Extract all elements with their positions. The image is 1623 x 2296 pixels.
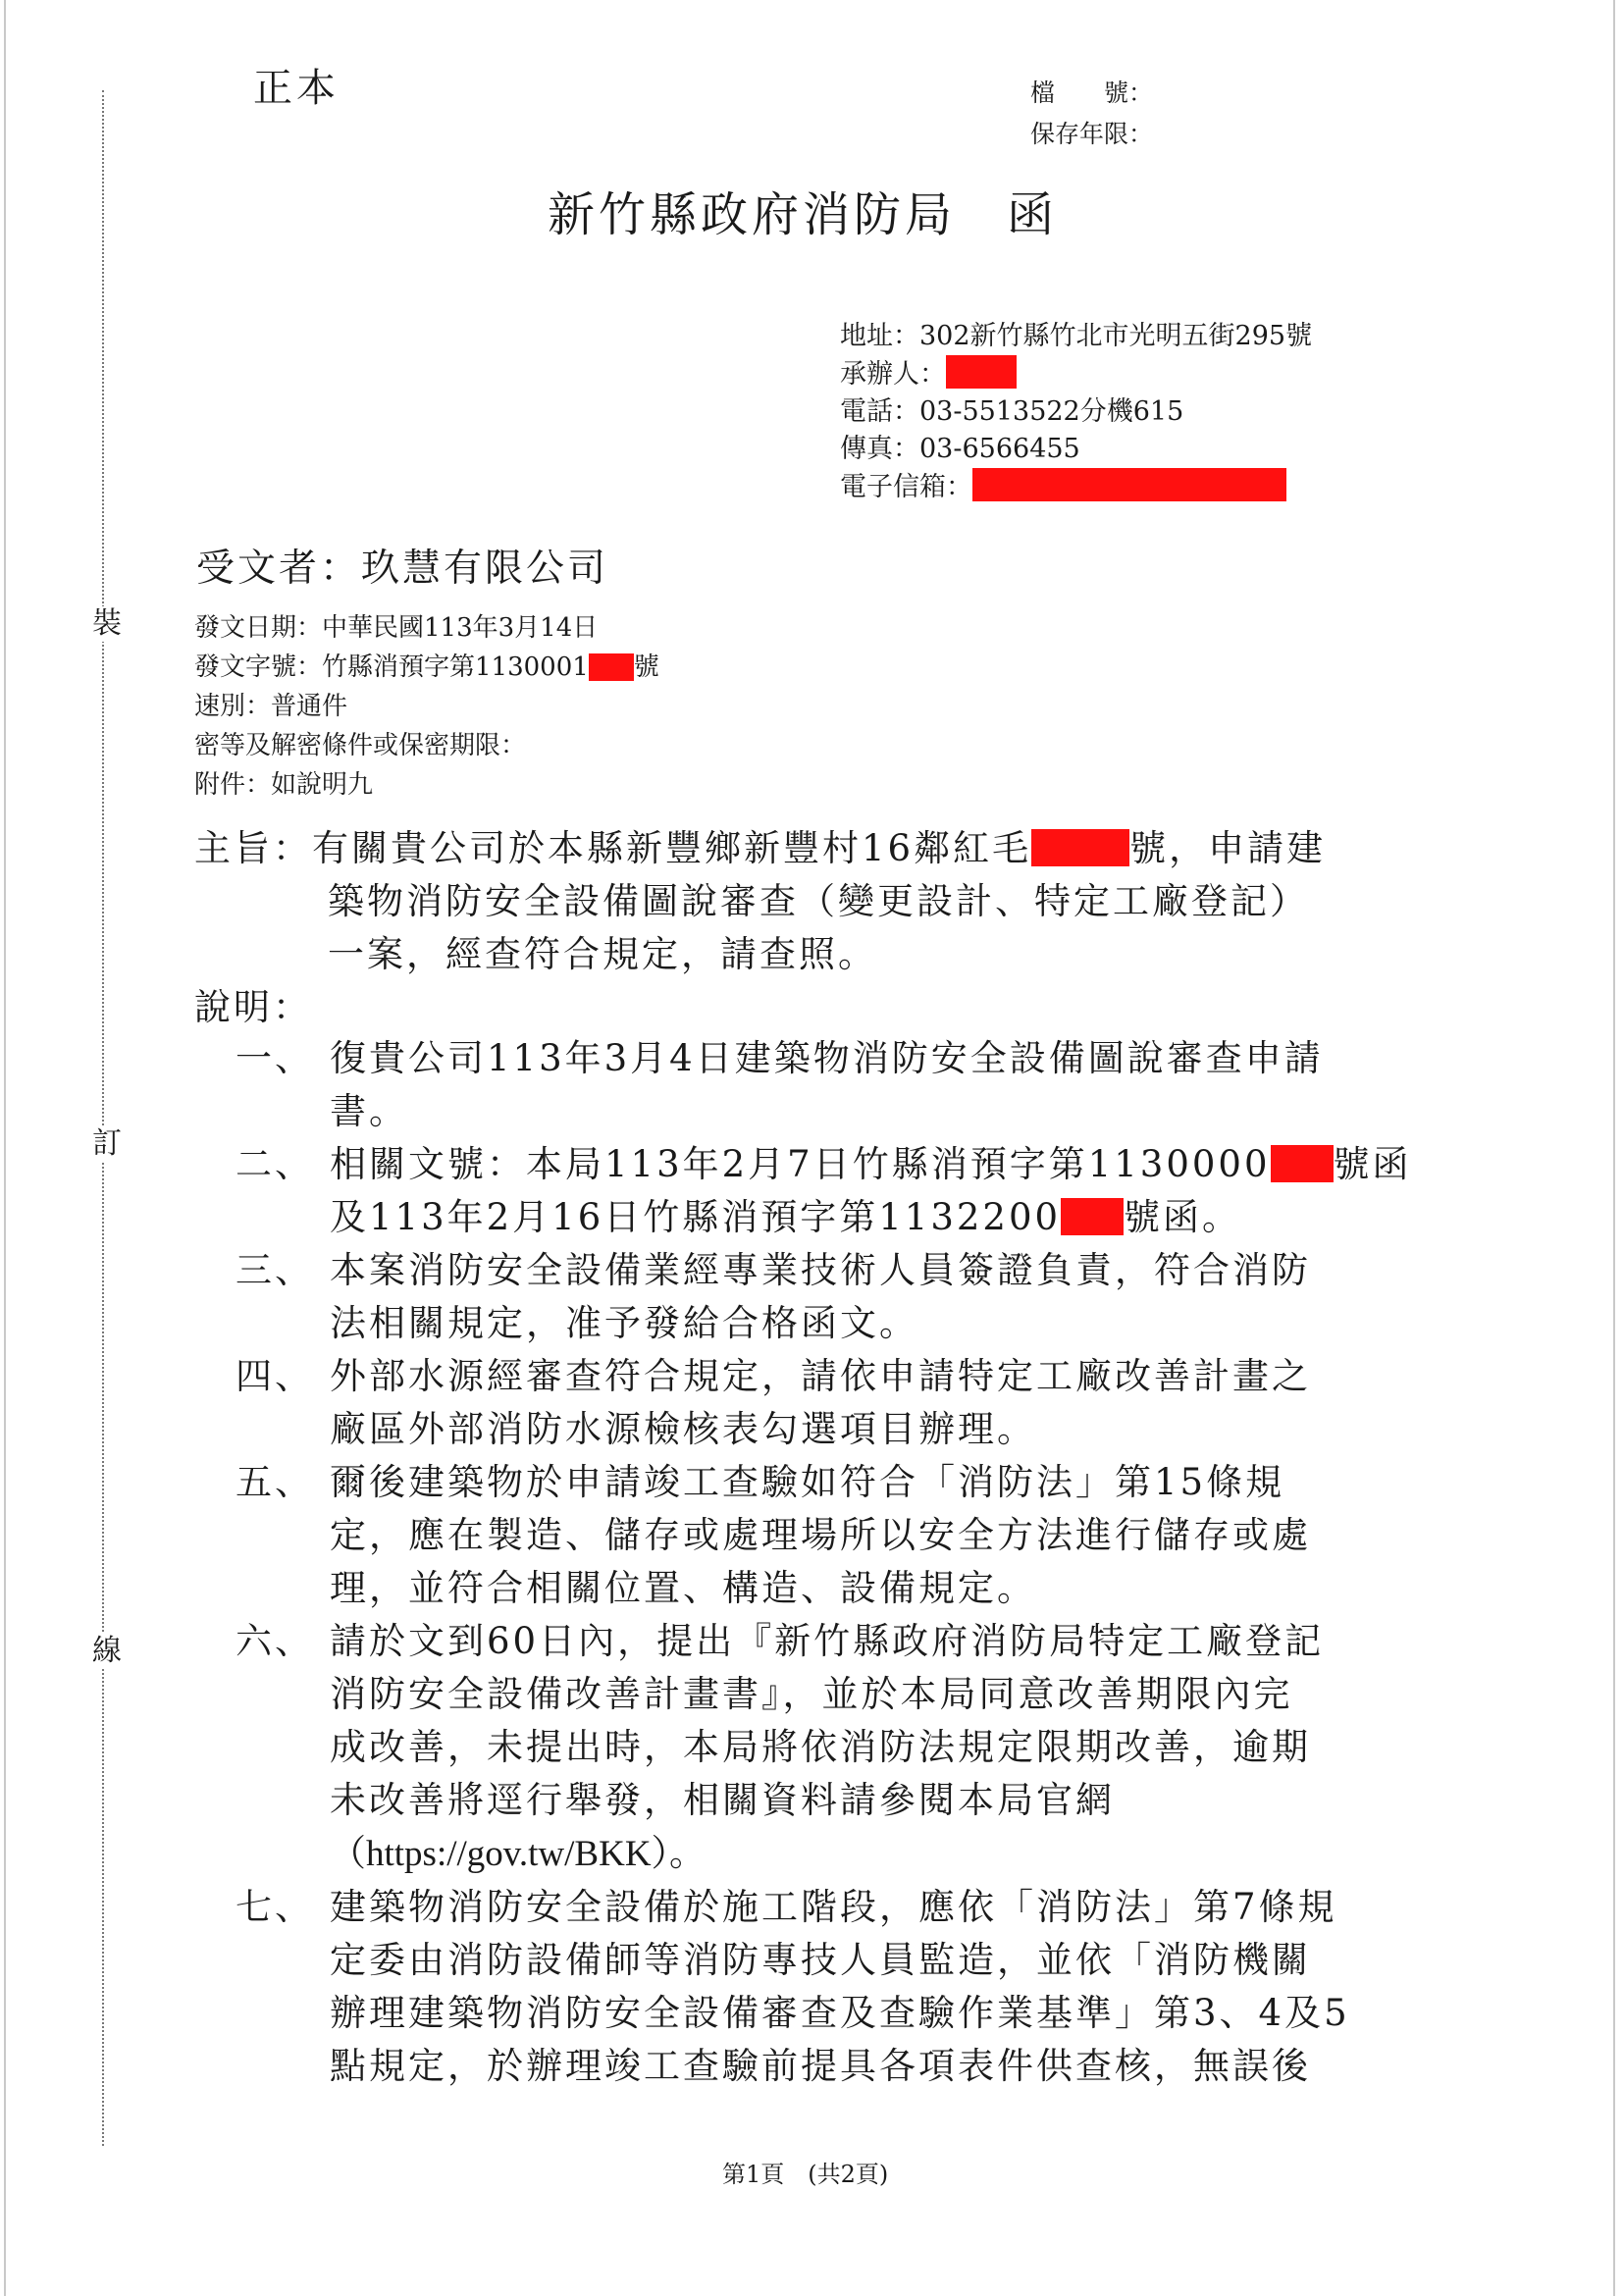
item-6-text-2: 消防安全設備改善計畫書』，並於本局同意改善期限內完: [330, 1673, 1293, 1715]
officer-label: 承辦人：: [840, 359, 946, 390]
subject-text-3: 一案，經查符合規定，請查照。: [328, 933, 877, 975]
subject-text-2: 築物消防安全設備圖說審查（變更設計、特定工廠登記）: [328, 880, 1309, 922]
explain-item-5: [236, 1456, 1412, 1615]
speed-class: 速別：普通件: [194, 692, 348, 721]
item-7-text-4: 點規定，於辦理竣工查驗前提具各項表件供查核，無誤後: [330, 2045, 1311, 2087]
item-2-redaction-2: [1061, 1198, 1124, 1235]
item-6-text-4: 未改善將逕行舉發，相關資料請參閱本局官網: [330, 1779, 1115, 1821]
meta-block: [194, 608, 659, 805]
item-2-redaction-1: [1271, 1145, 1334, 1182]
issue-date: 發文日期：中華民國113年3月14日: [194, 613, 599, 643]
item-3-text-1: 本案消防安全設備業經專業技術人員簽證負責，符合消防: [330, 1249, 1311, 1291]
item-6-number: 六、: [236, 1620, 314, 1662]
explain-item-1: [236, 1032, 1412, 1138]
contact-block: [840, 318, 1312, 506]
subject-redaction: [1031, 829, 1129, 866]
document-title: 新竹縣政府消防局 函: [548, 187, 1059, 242]
item-4-text-2: 廠區外部消防水源檢核表勾選項目辦理。: [330, 1408, 1036, 1450]
explanation-items: [236, 1032, 1412, 2093]
subject-text-1b: 號，申請建: [1129, 827, 1327, 869]
item-5-text-3: 理，並符合相關位置、構造、設備規定。: [330, 1567, 1036, 1609]
attachment: 附件：如說明九: [194, 770, 374, 800]
page-left-edge: [4, 0, 6, 2296]
explain-item-3: [236, 1244, 1412, 1350]
item-5-number: 五、: [236, 1461, 314, 1503]
item-2-number: 二、: [236, 1143, 314, 1185]
officer-redaction: [946, 355, 1017, 389]
explain-item-2: [236, 1138, 1412, 1244]
item-2-text-2a: 及113年2月16日竹縣消預字第1132200: [330, 1196, 1062, 1238]
explain-item-4: [236, 1350, 1412, 1456]
phone: 電話：03-5513522分機615: [840, 396, 1184, 427]
item-4-text-1: 外部水源經審查符合規定，請依申請特定工廠改善計畫之: [330, 1355, 1311, 1397]
subject-line-2: [194, 875, 1326, 928]
explain-item-7: [236, 1881, 1412, 2093]
subject-block: [194, 822, 1326, 981]
address: 地址：302新竹縣竹北市光明五街295號: [840, 321, 1313, 351]
binding-line: [102, 90, 104, 2146]
item-6-text-3: 成改善，未提出時，本局將依消防法規定限期改善，逾期: [330, 1726, 1311, 1768]
item-1-number: 一、: [236, 1037, 314, 1079]
item-7-text-1: 建築物消防安全設備於施工階段，應依「消防法」第7條規: [330, 1886, 1337, 1928]
page-footer: 第1頁 (共2頁): [722, 2161, 889, 2188]
explain-item-6: [236, 1615, 1412, 1881]
item-6-text-1: 請於文到60日內，提出『新竹縣政府消防局特定工廠登記: [330, 1620, 1325, 1662]
copy-mark: 正本: [253, 66, 340, 111]
item-4-number: 四、: [236, 1355, 314, 1397]
official-website-link[interactable]: （https://gov.tw/BKK）。: [330, 1834, 707, 1874]
item-2-text-1b: 號函: [1333, 1143, 1412, 1185]
item-1-text-1: 復貴公司113年3月4日建築物消防安全設備圖說審查申請: [330, 1037, 1324, 1079]
doc-number-line: [194, 648, 659, 687]
margin-mark-line: 線: [92, 1634, 122, 1668]
margin-mark-staple: 訂: [92, 1126, 122, 1161]
subject-line-3: [194, 928, 1326, 981]
explanation-label: 說明：: [194, 986, 312, 1028]
page-right-edge: [1613, 0, 1615, 2296]
file-number-label: 檔 號：: [1030, 78, 1154, 107]
item-7-number: 七、: [236, 1886, 314, 1928]
subject-text-1a: 有關貴公司於本縣新豐鄉新豐村16鄰紅毛: [312, 827, 1032, 869]
officer-line: [840, 355, 1312, 393]
email-label: 電子信箱：: [840, 472, 972, 502]
item-1-text-2: 書。: [330, 1090, 408, 1132]
item-2-text-2b: 號函。: [1124, 1196, 1242, 1238]
email-redaction: [972, 468, 1286, 501]
item-7-text-2: 定委由消防設備師等消防專技人員監造，並依「消防機關: [330, 1939, 1311, 1981]
item-2-text-1a: 相關文號：本局113年2月7日竹縣消預字第1130000: [330, 1143, 1271, 1185]
retention-period-label: 保存年限：: [1030, 120, 1154, 148]
item-5-text-2: 定，應在製造、儲存或處理場所以安全方法進行儲存或處: [330, 1514, 1311, 1556]
margin-mark-bind: 裝: [92, 606, 122, 641]
item-7-text-3: 辦理建築物消防安全設備審查及查驗作業基準」第3、4及5: [330, 1992, 1350, 2034]
doc-number-prefix: 發文字號：竹縣消預字第1130001: [194, 652, 589, 682]
doc-number-redaction: [589, 653, 634, 681]
doc-number-suffix: 號: [633, 652, 659, 682]
recipient: 受文者：玖慧有限公司: [196, 547, 609, 591]
subject-line-1: [194, 822, 1326, 875]
fax: 傳真：03-6566455: [840, 434, 1080, 464]
item-3-number: 三、: [236, 1249, 314, 1291]
item-5-text-1: 爾後建築物於申請竣工查驗如符合「消防法」第15條規: [330, 1461, 1285, 1503]
secrecy-level: 密等及解密條件或保密期限：: [194, 731, 527, 760]
email-line: [840, 468, 1312, 506]
item-3-text-2: 法相關規定，准予發給合格函文。: [330, 1302, 918, 1344]
subject-label: 主旨：: [194, 827, 312, 869]
